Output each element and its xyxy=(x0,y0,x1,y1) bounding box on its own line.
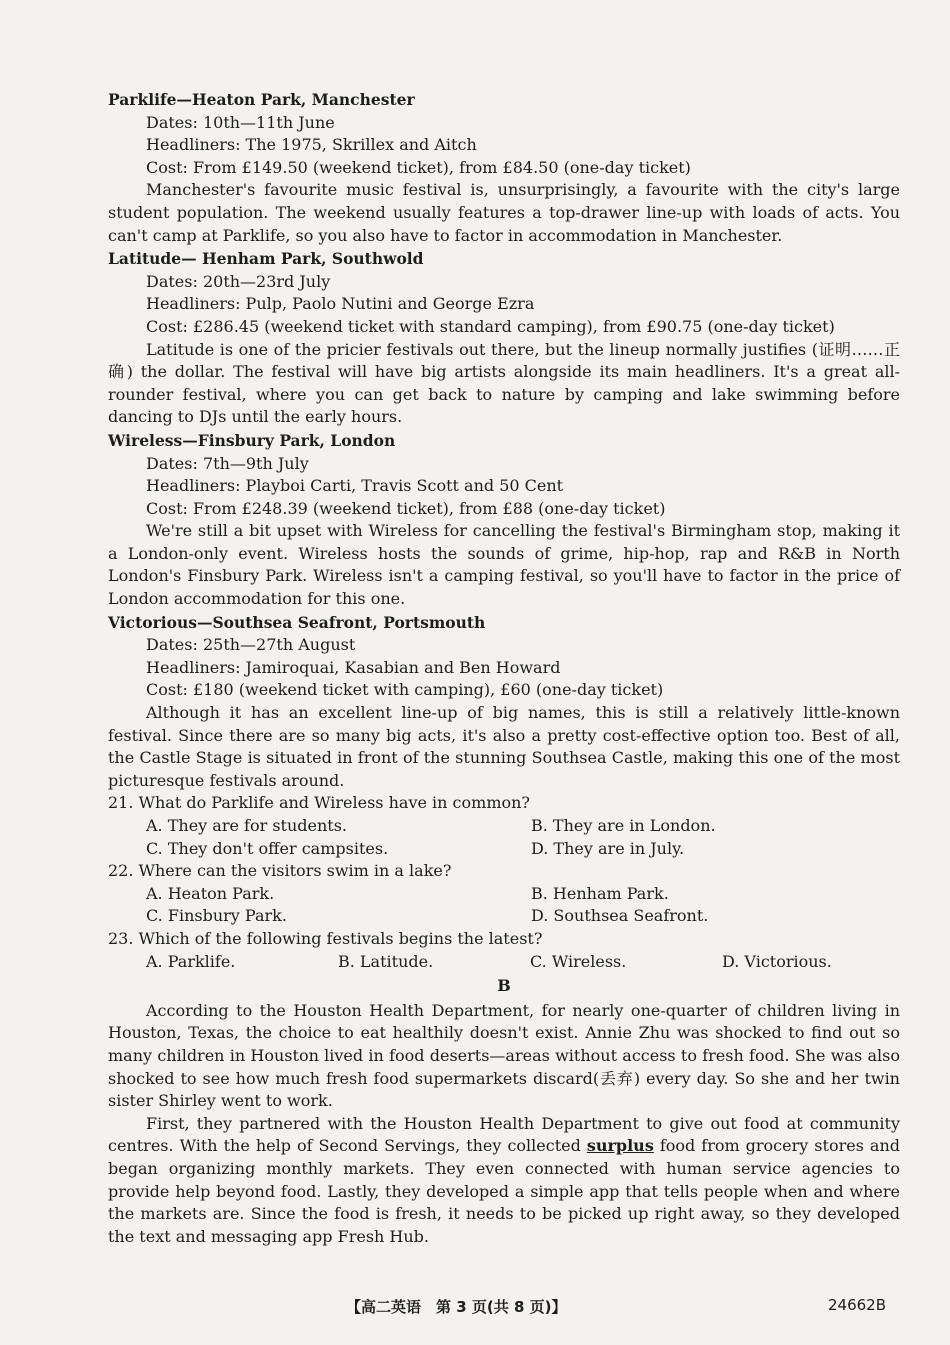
option-a: A. They are for students. xyxy=(146,816,348,835)
option-b: B. They are in London. xyxy=(531,816,716,835)
festival-title: Latitude— Henham Park, Southwold xyxy=(108,249,424,269)
festival-description: Although it has an excellent line-up of big names, this is still a relatively little-known festival. Since there are so many big acts, it's also a pretty cost-effective option too. Best of all, the Castle Stage is situated in front of the stunning Southsea Castle, making this one of the most picturesque festivals around. xyxy=(108,703,900,790)
option-d: D. They are in July. xyxy=(531,838,685,858)
page-footer xyxy=(0,1296,950,1320)
festival-title: Parklife—Heaton Park, Manchester xyxy=(108,90,415,109)
festival-dates: Dates: 25th—27th August xyxy=(146,635,356,655)
festival-title: Wireless—Finsbury Park, London xyxy=(108,430,396,450)
question-stem: 23. Which of the following festivals begins the latest? xyxy=(108,928,543,948)
festival-dates: Dates: 10th—11th June xyxy=(146,112,335,132)
question-options xyxy=(108,883,900,928)
option-c: C. Wireless. xyxy=(530,951,627,971)
festival-cost: Cost: £286.45 (weekend ticket with standard camping), from £90.75 (one-day ticket) xyxy=(146,316,835,336)
question-21 xyxy=(108,792,900,860)
option-a: A. Parklife. xyxy=(146,951,236,971)
exam-code: 24662B xyxy=(828,1296,887,1314)
question-22 xyxy=(108,860,900,928)
festival-description: We're still a bit upset with Wireless for cancelling the festival's Birmingham stop, making it a London-only event. Wireless hosts the sounds of grime, hip-hop, rap and R&B in North London's Finsbury Park. Wireless isn't a camping festival, so you'll have to factor in the price of London accommodation for this one. xyxy=(108,521,900,609)
option-c: C. They don't offer campsites. xyxy=(146,838,389,858)
question-23 xyxy=(108,928,900,973)
question-stem: 22. Where can the visitors swim in a lake? xyxy=(108,861,452,881)
festival-cost: Cost: From £248.39 (weekend ticket), from £88 (one-day ticket) xyxy=(146,498,666,518)
festival-title: Victorious—Southsea Seafront, Portsmouth xyxy=(108,612,486,632)
page-number-label: 【高二英语 第 3 页(共 8 页)】 xyxy=(346,1298,567,1316)
passage-text: food from grocery stores and began organizing monthly markets. They even connected with human service agencies to provide help beyond food. Lastly, they developed a simple app that tells people when and where the markets are. Since the food is fresh, it needs to be picked up right away, so they developed the text and messaging app Fresh Hub. xyxy=(108,1136,900,1246)
festival-description: Latitude is one of the pricier festivals out there, but the lineup normally justifies (证明……正确) the dollar. The festival will have big artists alongside its main headliners. It's a great all-rounder festival, where you can get back to nature by camping and lake swimming before dancing to DJs until the early hours. xyxy=(108,339,900,427)
question-options xyxy=(108,951,900,974)
festival-cost: Cost: From £149.50 (weekend ticket), from £84.50 (one-day ticket) xyxy=(146,157,691,177)
section-heading: B xyxy=(497,976,511,996)
festival-headliners: Headliners: The 1975, Skrillex and Aitch xyxy=(146,135,477,155)
exam-page xyxy=(108,88,900,1248)
option-d: D. Southsea Seafront. xyxy=(531,906,709,926)
festival-parklife xyxy=(108,89,900,247)
festival-headliners: Headliners: Playboi Carti, Travis Scott and 50 Cent xyxy=(146,476,564,496)
question-options xyxy=(108,815,900,860)
festival-victorious xyxy=(108,612,900,793)
festival-headliners: Headliners: Pulp, Paolo Nutini and George Ezra xyxy=(146,294,535,314)
option-b: B. Henham Park. xyxy=(531,883,669,903)
option-a: A. Heaton Park. xyxy=(146,883,275,903)
option-b: B. Latitude. xyxy=(338,951,434,971)
festival-headliners: Headliners: Jamiroquai, Kasabian and Ben Howard xyxy=(146,657,561,677)
option-c: C. Finsbury Park. xyxy=(146,906,287,926)
option-d: D. Victorious. xyxy=(722,951,832,971)
festival-cost: Cost: £180 (weekend ticket with camping), £60 (one-day ticket) xyxy=(146,680,664,700)
passage-paragraph-1: According to the Houston Health Department, for nearly one-quarter of children living in Houston, Texas, the choice to eat healthily doesn't exist. Annie Zhu was shocked to find out so many children in Houston lived in food deserts—areas without access to fresh food. She was also shocked to see how much fresh food supermarkets discard(丢弃) every day. So she and her twin sister Shirley went to work. xyxy=(108,1000,900,1111)
passage-text: First, they partnered with the Houston Health Department to give out food at community centres. With the help of Second Servings, they collected xyxy=(108,1113,900,1156)
keyword-surplus: surplus xyxy=(586,1136,654,1156)
passage-paragraph-2 xyxy=(108,1113,900,1249)
festival-dates: Dates: 7th—9th July xyxy=(146,453,309,473)
festival-dates: Dates: 20th—23rd July xyxy=(146,271,331,291)
festival-wireless xyxy=(108,430,900,611)
question-stem: 21. What do Parklife and Wireless have in common? xyxy=(108,793,530,813)
festival-description: Manchester's favourite music festival is, unsurprisingly, a favourite with the city's large student population. The weekend usually features a top-drawer line-up with loads of acts. You can't camp at Parklife, so you also have to factor in accommodation in Manchester. xyxy=(108,180,900,245)
festival-latitude xyxy=(108,248,900,429)
